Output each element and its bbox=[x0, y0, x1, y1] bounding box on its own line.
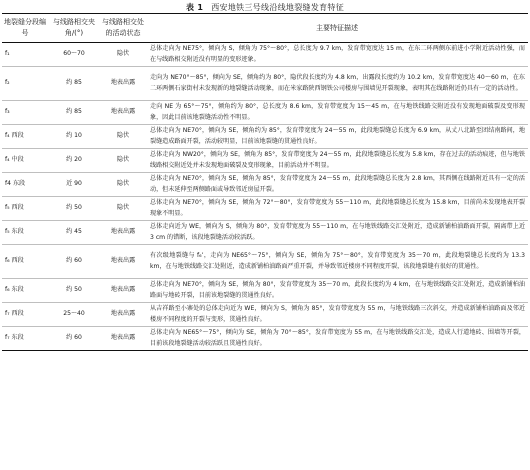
cell-angle: 约 60 bbox=[48, 327, 100, 351]
table-row bbox=[2, 303, 528, 327]
header-angle: 与线路相交夹角/(°) bbox=[48, 14, 100, 43]
table-row bbox=[2, 197, 528, 221]
cell-angle: 约 50 bbox=[48, 279, 100, 303]
cell-angle: 60～70 bbox=[48, 43, 100, 67]
cell-angle: 约 50 bbox=[48, 197, 100, 221]
cell-desc: 总体走向为 NW20°，倾向为 SE，倾角为 85°，发育带宽度为 24～55 m，此段地裂缝总长度为 5.8 km，存在过去的活动痕迹，但与地铁线路相交附近处并未发现地面破裂及变形现象，目前活动并不明显。 bbox=[146, 149, 528, 173]
cell-desc: 有次级地裂缝与 f₆’，走向为 NE65°～75°，倾向为 SE，倾角为 75°～80°，发育带宽度为 35～70 m，此段地裂缝总长度约为 13.3 km，在与地铁线路交汇处附近，造成新铺柏油路面严重开裂，并导致邻近楼房不同程度开裂，该段地裂缝有很好的贯通性。 bbox=[146, 245, 528, 279]
cell-state: 地表出露 bbox=[100, 101, 146, 125]
cell-angle: 近 90 bbox=[48, 173, 100, 197]
cell-desc: 总体走向近为 WE，倾向为 S，倾角为 80°，发育带宽度为 55～110 m，在与地铁线路交汇处附近，造成新铺柏油路面开裂，隔离带上近 3 cm 的错断，该段地裂缝活动较活跃。 bbox=[146, 221, 528, 245]
cell-angle: 约 45 bbox=[48, 221, 100, 245]
cell-desc: 总体走向为 NE65°～75°，倾向为 SE，倾角为 70°～85°，发育带宽度为 55 m，在与地铁线路交汇处，造成人行道地砖、围墙等开裂，目前该段地裂缝活动较活跃且贯通性良好。 bbox=[146, 327, 528, 351]
cell-angle: 约 85 bbox=[48, 101, 100, 125]
cell-desc: 总体走向为 NE70°，倾向为 SE，倾角为 72°～80°，发育带宽度为 55～110 m，此段地裂缝总长度为 15.8 km，目前尚未发现地表开裂现象不明显。 bbox=[146, 197, 528, 221]
table-caption: 西安地铁三号线沿线地裂缝发育特征 bbox=[211, 3, 345, 12]
cell-desc: 走向为 NE70°～85°，倾向为 SE，倾角约为 80°，隐伏段长度约为 4.8 km，出露段长度约为 10.2 km，发育带宽度达 40～60 m，在东二环两侧石家街村未发现新的地裂缝活动现象，而在米家路陕西钢铁公司楼房与围墙见开裂现象，表明其在线路附近仍具有一定的活动性。 bbox=[146, 67, 528, 101]
cell-name: f₂ bbox=[2, 67, 48, 101]
table-row bbox=[2, 173, 528, 197]
cell-desc: 总体走向为 NE70°，倾向为 SE，倾角为 85°，发育带宽度为 24～55 m，此段地裂缝总长度为 2.8 km，其西侧在线路附近具有一定的活动，但未延伸至两侧路面或导致邻近房屋开裂。 bbox=[146, 173, 528, 197]
table-row bbox=[2, 149, 528, 173]
table-row bbox=[2, 125, 528, 149]
cell-name: f₆ 东段 bbox=[2, 279, 48, 303]
cell-state: 隐伏 bbox=[100, 43, 146, 67]
cell-state: 地表出露 bbox=[100, 327, 146, 351]
cell-state: 地表出露 bbox=[100, 245, 146, 279]
table-title bbox=[0, 2, 530, 13]
table-header-row bbox=[2, 14, 528, 43]
header-desc: 主要特征描述 bbox=[146, 14, 528, 43]
cell-state: 地表出露 bbox=[100, 221, 146, 245]
cell-angle: 约 10 bbox=[48, 125, 100, 149]
table-number: 表 1 bbox=[185, 3, 204, 12]
cell-name: f₁ bbox=[2, 43, 48, 67]
cell-name: f₇ 东段 bbox=[2, 327, 48, 351]
cell-state: 隐伏 bbox=[100, 125, 146, 149]
cell-desc: 走向 NE 为 65°～75°，倾角约为 80°，总长度为 8.6 km，发育带宽度为 15～45 m，在与地铁线路交附近没有发现地面破裂及变形现象，因此目前该地裂缝活动性不明显。 bbox=[146, 101, 528, 125]
cell-state: 地表出露 bbox=[100, 279, 146, 303]
table-row bbox=[2, 67, 528, 101]
cell-angle: 25～40 bbox=[48, 303, 100, 327]
cell-angle: 约 20 bbox=[48, 149, 100, 173]
cell-state: 地表出露 bbox=[100, 67, 146, 101]
cell-name: f₃ bbox=[2, 101, 48, 125]
cell-desc: 总体走向为 NE75°，倾向为 S，倾角为 75°～80°，总长度为 9.7 km，发育带宽度达 15 m，在东二环两侧东前进小学附近活动性强，而在与线路相交附近没有明显的变形迹象。 bbox=[146, 43, 528, 67]
cell-name: f₅ 西段 bbox=[2, 197, 48, 221]
cell-name: f₄ 中段 bbox=[2, 149, 48, 173]
fissure-table bbox=[2, 13, 528, 351]
cell-name: f₇ 西段 bbox=[2, 303, 48, 327]
cell-state: 隐伏 bbox=[100, 149, 146, 173]
table-row bbox=[2, 245, 528, 279]
cell-desc: 总体走向为 NE70°，倾向为 SE，倾角为 80°，发育带宽度为 35～70 m，此段长度约为 4 km，在与地铁线路交汇处附近，造成新铺柏油路面与地砖开裂，目前该地裂缝的贯通性良好。 bbox=[146, 279, 528, 303]
cell-name: f₄ 西段 bbox=[2, 125, 48, 149]
cell-state: 隐伏 bbox=[100, 197, 146, 221]
cell-name: f₅ 东段 bbox=[2, 221, 48, 245]
cell-angle: 约 85 bbox=[48, 67, 100, 101]
cell-name: f4 东段 bbox=[2, 173, 48, 197]
table-row bbox=[2, 101, 528, 125]
cell-name: f₆ 西段 bbox=[2, 245, 48, 279]
cell-state: 隐伏 bbox=[100, 173, 146, 197]
table-row bbox=[2, 43, 528, 67]
cell-angle: 约 60 bbox=[48, 245, 100, 279]
table-row bbox=[2, 327, 528, 351]
table-row bbox=[2, 221, 528, 245]
cell-desc: 总体走向为 NE70°，倾向为 SE，倾角约为 85°，发育带宽度为 24～55 m，此段地裂缝总长度为 6.9 km，从丈八北路至团结南路间，地裂缝造成路面开裂，活动较明显，目前该地裂缝的贯通性良好。 bbox=[146, 125, 528, 149]
header-name: 地裂缝分段编号 bbox=[2, 14, 48, 43]
cell-state: 地表出露 bbox=[100, 303, 146, 327]
table-row bbox=[2, 279, 528, 303]
cell-desc: 从吉祥路至小寨处的总体走向近为 WE，倾向为 S，倾角为 85°，发育带宽度为 55 m，与地铁线路三次斜交，并造成新铺柏油路面及邻近楼房不同程度的开裂与变形，贯通性良好。 bbox=[146, 303, 528, 327]
header-state: 与线路相交处的活动状态 bbox=[100, 14, 146, 43]
